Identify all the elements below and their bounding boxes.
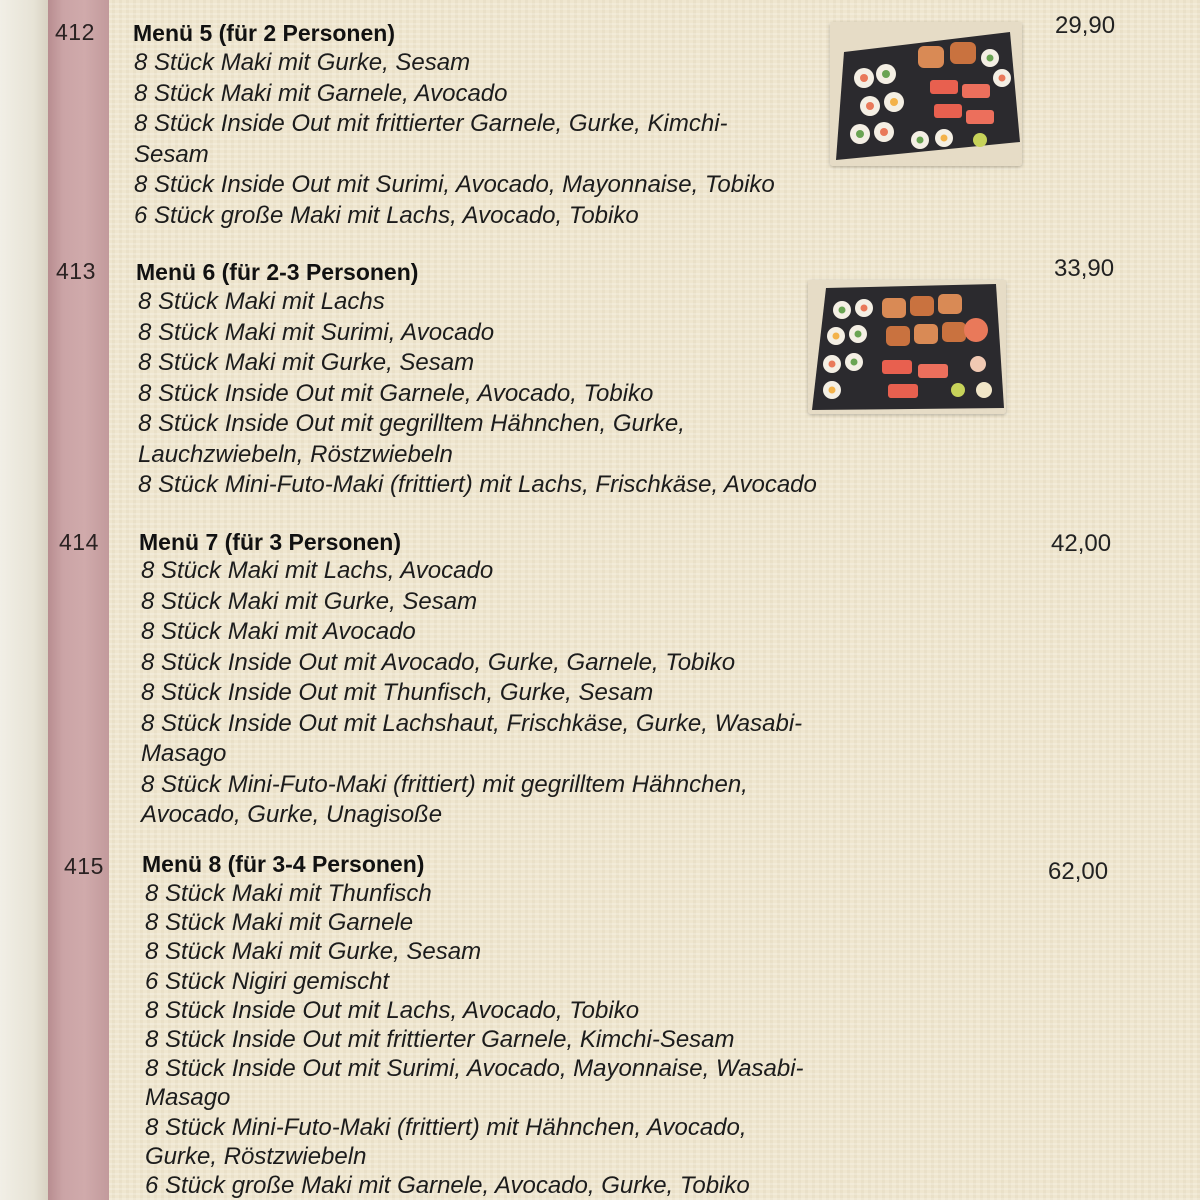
content-line: 6 Stück große Maki mit Garnele, Avocado, Gurke, Tobiko [145, 1172, 750, 1200]
item-contents [141, 556, 802, 831]
item-title: Menü 5 (für 2 Personen) [133, 20, 395, 46]
content-line: 8 Stück Inside Out mit Avocado, Gurke, Garnele, Tobiko [141, 648, 736, 676]
content-line: 8 Stück Inside Out mit Thunfisch, Gurke, Sesam [141, 679, 654, 706]
item-price: 29,90 [1055, 12, 1116, 39]
content-line: 8 Stück Mini-Futo-Maki (frittiert) mit gegrilltem Hähnchen, [141, 770, 748, 798]
item-number: 415 [64, 853, 104, 879]
content-line: 8 Stück Maki mit Gurke, Sesam [145, 938, 482, 966]
content-line: Masago [145, 1084, 231, 1112]
content-line: Avocado, Gurke, Unagisoße [141, 801, 443, 828]
content-line: 8 Stück Inside Out mit Surimi, Avocado, Mayonnaise, Tobiko [134, 171, 775, 198]
content-line: 8 Stück Maki mit Garnele, Avocado [134, 79, 508, 107]
content-line: Masago [141, 740, 227, 767]
item-number: 414 [59, 529, 99, 555]
content-line: 8 Stück Mini-Futo-Maki (frittiert) mit Lachs, Frischkäse, Avocado [138, 471, 817, 498]
content-line: 6 Stück große Maki mit Lachs, Avocado, Tobiko [134, 201, 639, 229]
content-line: 8 Stück Inside Out mit Lachshaut, Frischkäse, Gurke, Wasabi- [141, 709, 803, 737]
page-edge [0, 0, 48, 1200]
item-contents [145, 879, 804, 1200]
item-number: 412 [55, 19, 95, 45]
sushi-platter-photo [808, 280, 1006, 414]
content-line: 8 Stück Inside Out mit frittierter Garnele, Gurke, Kimchi- [134, 110, 728, 137]
content-line: 8 Stück Maki mit Gurke, Sesam [138, 349, 475, 376]
item-contents [134, 48, 775, 231]
content-line: 8 Stück Maki mit Thunfisch [145, 880, 432, 907]
content-line: 6 Stück Nigiri gemischt [145, 967, 390, 995]
content-line: 8 Stück Maki mit Garnele [145, 909, 414, 937]
item-number: 413 [56, 258, 96, 284]
content-line: 8 Stück Inside Out mit Lachs, Avocado, Tobiko [145, 996, 640, 1024]
item-price: 42,00 [1051, 530, 1112, 557]
content-line: 8 Stück Inside Out mit Surimi, Avocado, Mayonnaise, Wasabi- [145, 1055, 804, 1083]
content-line: 8 Stück Inside Out mit gegrilltem Hähnchen, Gurke, [138, 410, 685, 437]
content-line: 8 Stück Maki mit Lachs, Avocado [141, 557, 494, 584]
content-line: Lauchzwiebeln, Röstzwiebeln [138, 440, 453, 468]
sushi-platter-photo [830, 22, 1022, 166]
content-line: 8 Stück Inside Out mit frittierter Garnele, Kimchi-Sesam [145, 1026, 735, 1054]
item-price: 33,90 [1054, 255, 1115, 282]
content-line: 8 Stück Maki mit Lachs [138, 288, 385, 315]
content-line: Sesam [134, 140, 209, 168]
item-title: Menü 6 (für 2-3 Personen) [136, 259, 419, 285]
item-title: Menü 8 (für 3-4 Personen) [142, 851, 425, 877]
content-line: Gurke, Röstzwiebeln [145, 1142, 367, 1170]
content-line: 8 Stück Inside Out mit Garnele, Avocado, Tobiko [138, 379, 654, 407]
content-line: 8 Stück Maki mit Surimi, Avocado [138, 318, 495, 346]
item-contents [138, 287, 817, 501]
content-line: 8 Stück Maki mit Gurke, Sesam [134, 49, 471, 76]
content-line: 8 Stück Mini-Futo-Maki (frittiert) mit Hähnchen, Avocado, [145, 1113, 747, 1141]
item-price: 62,00 [1048, 858, 1109, 885]
item-title: Menü 7 (für 3 Personen) [139, 529, 401, 555]
content-line: 8 Stück Maki mit Avocado [141, 618, 416, 645]
number-column-stripe [48, 0, 109, 1200]
content-line: 8 Stück Maki mit Gurke, Sesam [141, 587, 478, 615]
